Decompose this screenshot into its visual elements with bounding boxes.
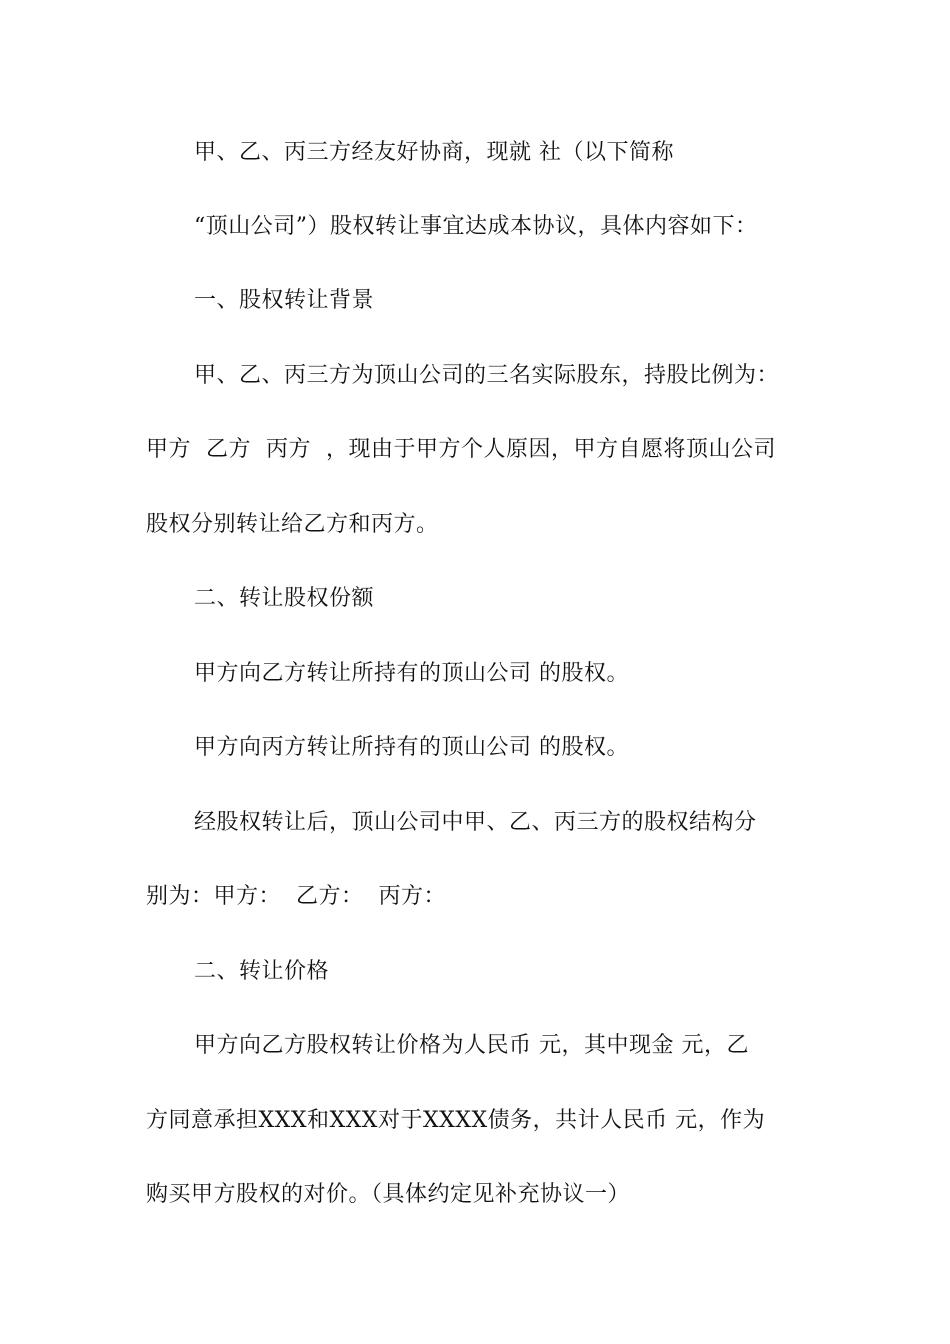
paragraph-price-line-1: 甲方向乙方股权转让价格为人民币 元，其中现金 元，乙 [194,1033,749,1058]
paragraph-background-line-2: 甲方 乙方 丙方 ，现由于甲方个人原因，甲方自愿将顶山公司 [146,437,776,462]
paragraph-structure-line-1: 经股权转让后，顶山公司中甲、乙、丙三方的股权结构分 [194,810,757,835]
paragraph-background-line-1: 甲、乙、丙三方为顶山公司的三名实际股东，持股比例为： [194,363,780,388]
paragraph-transfer-to-yi: 甲方向乙方转让所持有的顶山公司 的股权。 [194,661,629,686]
paragraph-price-line-2: 方同意承担XXX和XXX对于XXXX债务，共计人民币 元，作为 [146,1108,766,1133]
paragraph-structure-line-2: 别为：甲方： 乙方： 丙方： [146,884,446,909]
paragraph-price-line-3: 购买甲方股权的对价。（具体约定见补充协议一） [146,1182,631,1207]
section-heading-background: 一、股权转让背景 [194,288,375,313]
paragraph-intro-line-1: 甲、乙、丙三方经友好协商，现就 社（以下简称 [194,140,674,165]
section-heading-share-amount: 二、转让股权份额 [194,586,375,611]
section-heading-price: 二、转让价格 [194,959,330,984]
paragraph-intro-line-2: “顶山公司”）股权转让事宜达成本协议，具体内容如下： [194,214,758,239]
paragraph-background-line-3: 股权分别转让给乙方和丙方。 [146,512,439,537]
paragraph-transfer-to-bing: 甲方向丙方转让所持有的顶山公司 的股权。 [194,735,629,760]
